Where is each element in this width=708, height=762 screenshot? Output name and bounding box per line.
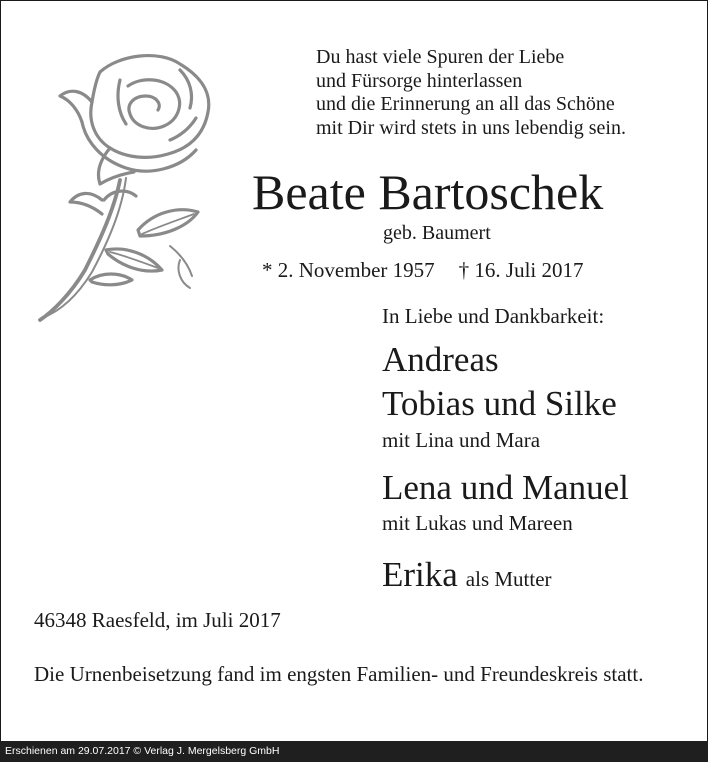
rose-drawing-icon [30, 50, 230, 322]
publication-footer: Erschienen am 29.07.2017 © Verlag J. Mergelsberg GmbH [0, 741, 708, 762]
poem-line: Du hast viele Spuren der Liebe [316, 46, 565, 68]
poem-line: mit Dir wird stets in uns lebendig sein. [316, 116, 626, 139]
mourner-role: als Mutter [465, 567, 552, 591]
life-dates [262, 258, 583, 283]
mourner-name: Andreas [382, 340, 499, 379]
poem-line: und die Erinnerung an all das Schöne [316, 93, 615, 115]
burial-notice: Die Urnenbeisetzung fand im engsten Familien- und Freundeskreis statt. [34, 662, 644, 686]
poem-line: und Fürsorge hinterlassen [316, 69, 523, 92]
death-date: † 16. Juli 2017 [458, 258, 584, 282]
mourner-children: mit Lukas und Mareen [382, 511, 573, 535]
mourner-name: Tobias und Silke [382, 384, 617, 423]
birth-date: * 2. November 1957 [262, 258, 435, 282]
mourner-mother [382, 555, 552, 599]
deceased-name: Beate Bartoschek [252, 164, 604, 220]
mourner-children: mit Lina und Mara [382, 428, 541, 452]
birth-name: geb. Baumert [383, 222, 491, 244]
place-date: 46348 Raesfeld, im Juli 2017 [34, 608, 281, 632]
poem [316, 46, 626, 140]
mourner-name: Erika [382, 555, 458, 594]
mourners-intro: In Liebe und Dankbarkeit: [382, 304, 605, 328]
mourner-name: Lena und Manuel [382, 468, 629, 507]
